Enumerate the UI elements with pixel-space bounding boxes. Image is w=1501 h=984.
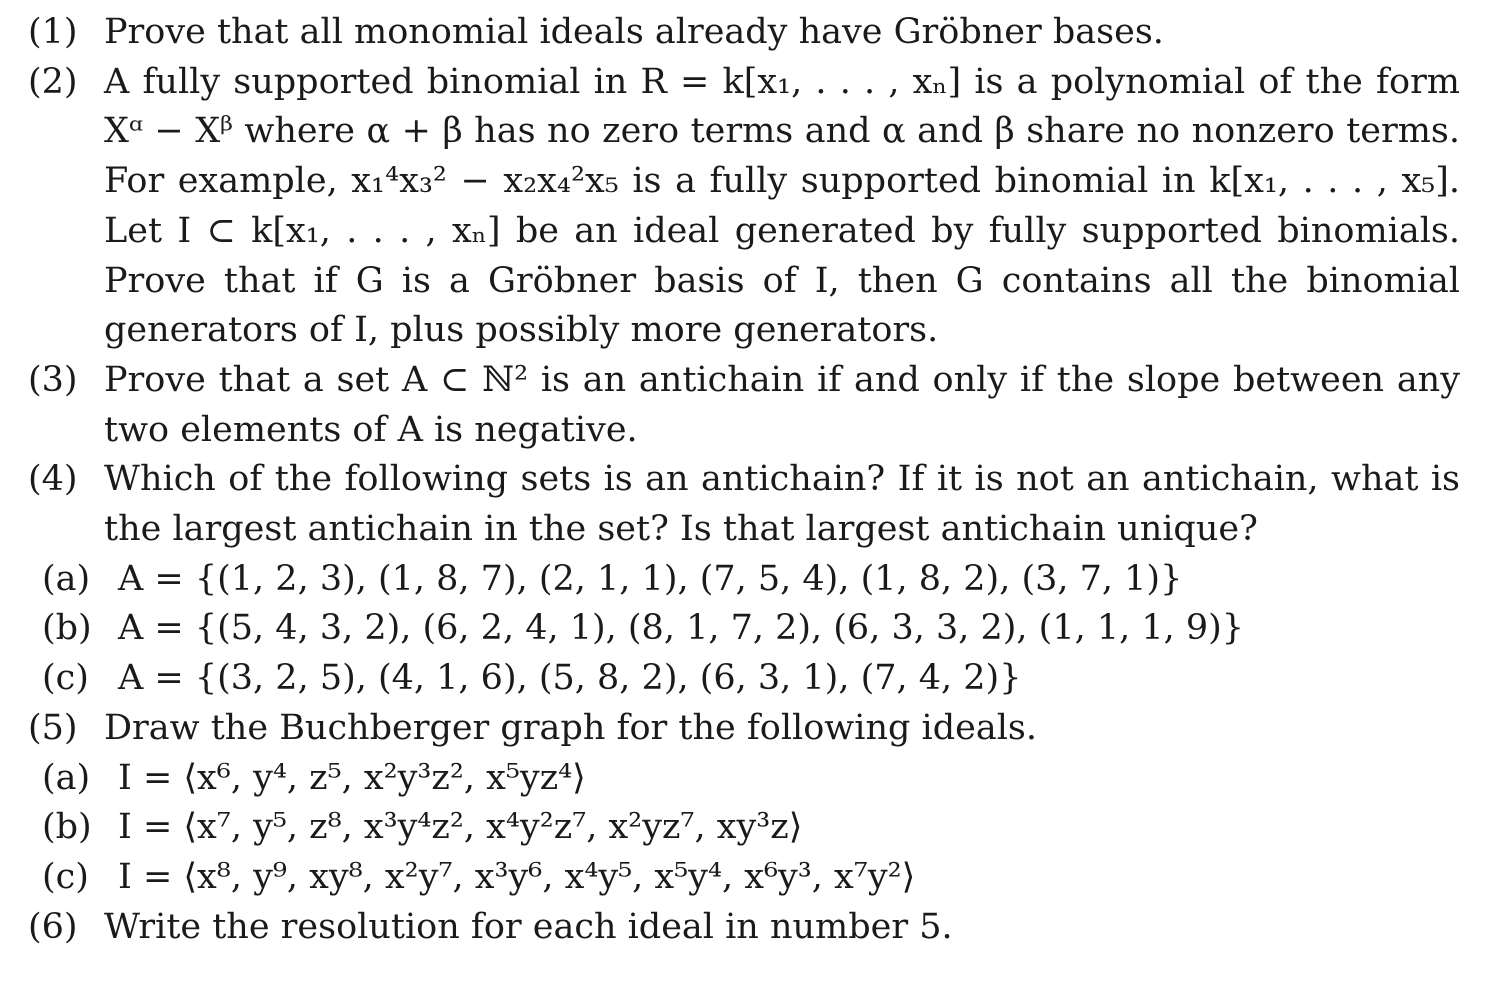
part-label: (a) [42, 757, 91, 798]
problem-1 [28, 8, 1460, 58]
problem-5b [42, 803, 1460, 853]
part-label: (a) [42, 558, 91, 599]
part-label: (c) [42, 658, 89, 699]
part-text: I = ⟨x⁸, y⁹, xy⁸, x²y⁷, x³y⁶, x⁴y⁵, x⁵y⁴, x⁶y³, x⁷y²⟩ [118, 856, 916, 897]
problem-6 [28, 903, 1460, 953]
problem-number: (2) [28, 61, 78, 102]
problem-5a [42, 754, 1460, 804]
problem-number: (6) [28, 906, 78, 947]
problem-text: Draw the Buchberger graph for the following ideals. [104, 707, 1037, 748]
problem-5 [28, 704, 1460, 754]
part-text: A = {(5, 4, 3, 2), (6, 2, 4, 1), (8, 1, 7, 2), (6, 3, 3, 2), (1, 1, 1, 9)} [118, 608, 1245, 649]
problem-3 [28, 356, 1460, 455]
problem-number: (1) [28, 12, 78, 52]
problem-4b [42, 604, 1460, 654]
problem-text: Which of the following sets is an antichain? If it is not an antichain, what is the largest antichain in the set? Is that largest antichain unique? [104, 459, 1460, 550]
problem-5c [42, 853, 1460, 903]
problem-text: Prove that a set A ⊂ ℕ² is an antichain if and only if the slope between any two elements of A is negative. [104, 359, 1460, 450]
part-text: I = ⟨x⁶, y⁴, z⁵, x²y³z², x⁵yz⁴⟩ [118, 757, 586, 798]
problem-2 [28, 58, 1460, 356]
problem-5-parts [42, 754, 1460, 903]
problem-number: (5) [28, 707, 78, 748]
part-label: (b) [42, 807, 92, 848]
problem-4-parts [42, 555, 1460, 704]
part-label: (c) [42, 856, 89, 897]
problem-4a [42, 555, 1460, 605]
part-text: A = {(3, 2, 5), (4, 1, 6), (5, 8, 2), (6, 3, 1), (7, 4, 2)} [118, 658, 1022, 699]
part-label: (b) [42, 608, 92, 649]
problem-number: (4) [28, 459, 78, 500]
problem-4c [42, 654, 1460, 704]
part-text: A = {(1, 2, 3), (1, 8, 7), (2, 1, 1), (7, 5, 4), (1, 8, 2), (3, 7, 1)} [118, 558, 1183, 599]
problem-number: (3) [28, 359, 78, 400]
problem-text: A fully supported binomial in R = k[x₁, . . . , xₙ] is a polynomial of the form Xᵅ − Xᵝ where α + β has no zero terms and α and β share no nonzero terms. For example, x₁⁴x₃² − x₂x₄²x₅ is a fully supported binomial in k[x₁, . . . , x₅]. Let I ⊂ k[x₁, . . . , xₙ] be an ideal generated by fully supported binomials. Prove that if G is a Gröbner basis of I, then G contains all the binomial generators of I, plus possibly more generators. [104, 61, 1460, 351]
problem-4 [28, 455, 1460, 554]
problem-list [28, 8, 1460, 952]
part-text: I = ⟨x⁷, y⁵, z⁸, x³y⁴z², x⁴y²z⁷, x²yz⁷, xy³z⟩ [118, 807, 803, 848]
problem-text: Write the resolution for each ideal in number 5. [104, 906, 953, 947]
problem-text: Prove that all monomial ideals already have Gröbner bases. [104, 12, 1164, 52]
